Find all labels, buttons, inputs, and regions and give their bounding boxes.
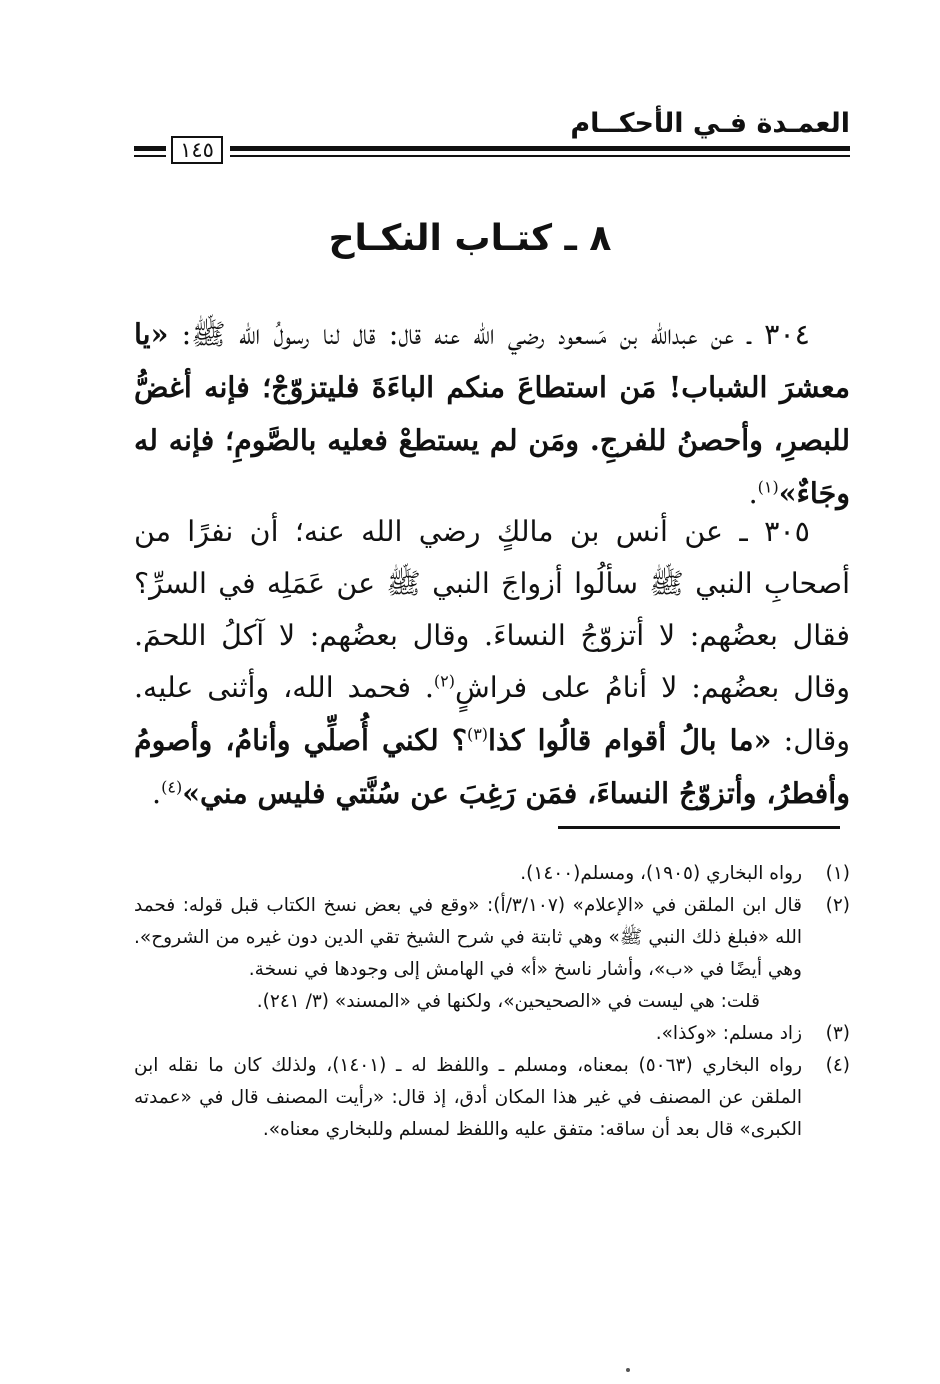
footnote-ref-4[interactable]: (٤) [161, 777, 183, 797]
footnote-ref-1[interactable]: (١) [757, 477, 779, 497]
footnote-3 [134, 1018, 850, 1050]
footnote-text: زاد مسلم: «وكذا». [655, 1023, 802, 1044]
footnote-text: رواه البخاري (٥٠٦٣) بمعناه، ومسلم ـ واللفظ له ـ (١٤٠١)، ولذلك كان ما نقله ابن الملقن عن المصنف في غير هذا المكان أدق، إذ قال: «رأيت المصنف قال في «عمدته الكبرى» قال بعد أن ساقه: متفق عليه واللفظ لمسلم وللبخاري معناه». [134, 1055, 803, 1140]
footnote-ref-3[interactable]: (٣) [466, 724, 489, 744]
footnote-separator [558, 826, 840, 829]
footnote-1 [134, 858, 850, 890]
hadith-305-paragraph [134, 506, 850, 820]
footnote-number: (٣) [825, 1023, 850, 1044]
header-rule-thick [230, 146, 850, 151]
hadith-304-intro: ٣٠٤ ـ عن عبدالله بن مَسعود رضي الله عنه قال: قال لنا رسولُ الله ﷺ: [168, 318, 810, 351]
footnote-ref-2[interactable]: (٢) [433, 671, 456, 691]
footnote-text: قال ابن الملقن في «الإعلام» (٣/١٠٧/أ): «وقع في بعض نسخ الكتاب قبل قوله: فحمد الله «فبلغ ذلك النبي ﷺ» وهي ثابتة في شرح الشيخ تقي الدين دون غيره من الشروح». وهي أيضًا في «ب»، وأشار ناسخ «أ» في الهامش إلى وجودها في نسخة. [134, 895, 802, 980]
hadith-304-paragraph [134, 308, 850, 520]
footnote-number: (١) [825, 863, 850, 884]
footnote-text: رواه البخاري (١٩٠٥)، ومسلم(١٤٠٠). [520, 863, 802, 884]
hadith-304-quote: «يا معشرَ الشباب! مَن استطاعَ منكم الباءَةَ فليتزوّجْ؛ فإنه أغضُّ للبصرِ، وأحصنُ للفرجِ. ومَن لم يستطعْ فعليه بالصَّومِ؛ فإنه له وجَاءٌ» [134, 317, 850, 510]
chapter-title: ٨ ـ كتـاب النكـاح [328, 218, 612, 259]
header-rule-thin [230, 155, 850, 157]
footnote-number: (٤) [825, 1055, 850, 1076]
footnote-2 [134, 890, 850, 986]
hadith-305-intro: ٣٠٥ ـ عن أنس بن مالكٍ رضي الله عنه؛ أن نفرًا من أصحابِ النبي ﷺ سألُوا أزواجَ النبي ﷺ عن عَمَلِه في السرِّ؟ فقال بعضُهم: لا أتزوّجُ النساءَ. وقال بعضُهم: لا آكلُ اللحمَ. وقال بعضُهم: لا أنامُ على فراشٍ [134, 515, 850, 704]
page-number: ١٤٥ [171, 136, 223, 164]
hadith-305-middle: . فحمد الله، وأثنى عليه. وقال: [134, 671, 850, 757]
footnotes [134, 858, 850, 1146]
print-speck [626, 1368, 630, 1372]
hadith-304-end: . [748, 477, 758, 510]
header-rule-left-thick [134, 146, 166, 151]
footnote-2-note: قلت: هي ليست في «الصحيحين»، ولكنها في «المسند» (٣/ ٢٤١). [256, 991, 760, 1012]
header-rule-left-thin [134, 155, 166, 157]
footnote-number: (٢) [825, 895, 850, 916]
hadith-305-quote-b: ؟ لكني أُصلِّي وأنامُ، وأصومُ وأفطرُ، وأتزوّجُ النساءَ، فمَن رَغِبَ عن سُنَّتي فليس مني» [134, 723, 850, 810]
hadith-305-quote-a: «ما بالُ أقوام قالُوا كذا [488, 723, 772, 757]
running-title: العمـدة فـي الأحكــام [570, 108, 850, 139]
footnote-4 [134, 1050, 850, 1146]
hadith-305-end: . [152, 777, 162, 810]
